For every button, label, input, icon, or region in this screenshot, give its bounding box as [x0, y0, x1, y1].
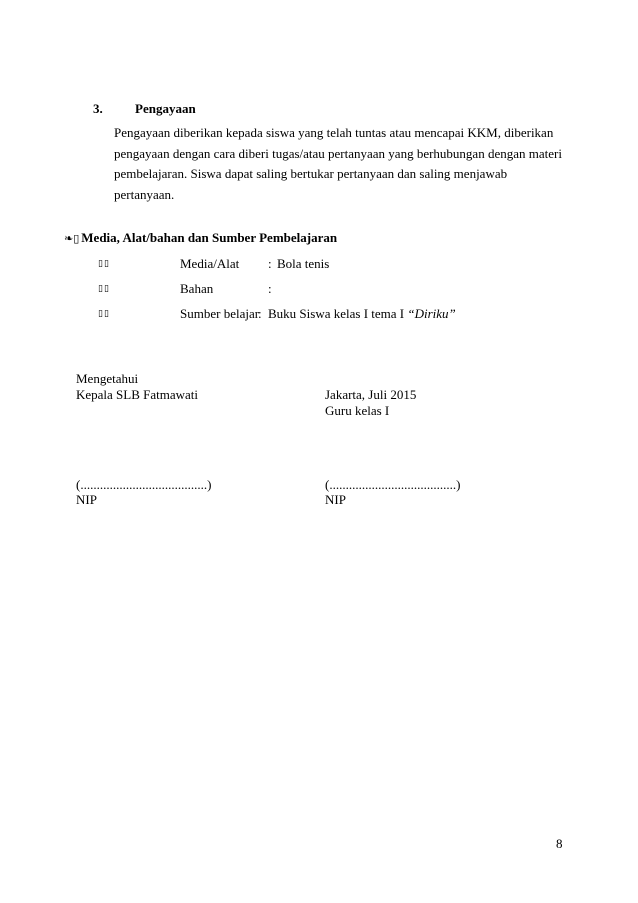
media-item-sep: :	[268, 281, 272, 296]
section-title: Pengayaan	[135, 101, 196, 116]
paragraph-line: pengayaan dengan cara diberi tugas/atau pertanyaan yang berhubungan dengan materi	[114, 145, 562, 161]
media-item-value: Bola tenis	[277, 256, 330, 271]
media-heading	[64, 230, 337, 246]
signature-right-line2: Guru kelas I	[325, 403, 390, 418]
paragraph-line: pembelajaran. Siswa dapat saling bertukar pertanyaan dan saling menjawab	[114, 166, 508, 181]
section-number: 3.	[93, 101, 103, 116]
signature-left-nip: NIP	[76, 492, 97, 507]
signature-left-blank: (.......................................)	[76, 477, 212, 492]
media-item-title-italic: “Diriku”	[407, 306, 456, 321]
signature-right-blank: (.......................................)	[325, 477, 461, 492]
media-item-sep: :	[258, 306, 262, 321]
list-bullet-icon: ▯▯	[98, 284, 110, 294]
media-item-label: Bahan	[180, 281, 214, 296]
media-item-label: Media/Alat	[180, 256, 240, 271]
section-paragraph	[114, 123, 584, 205]
signature-left-line2: Kepala SLB Fatmawati	[76, 387, 199, 402]
page-number: 8	[556, 836, 563, 851]
media-title: Media, Alat/bahan dan Sumber Pembelajaran	[81, 230, 338, 245]
list-bullet-icon: ▯▯	[98, 309, 110, 319]
media-item-value	[268, 306, 456, 322]
signature-right-nip: NIP	[325, 492, 346, 507]
media-item-sep: :	[268, 256, 272, 271]
paragraph-line: Pengayaan diberikan kepada siswa yang telah tuntas atau mencapai KKM, diberikan	[114, 125, 554, 140]
paragraph-line: pertanyaan.	[114, 186, 175, 202]
signature-left-line1: Mengetahui	[76, 371, 139, 386]
media-item-value-text: Buku Siswa kelas I tema I	[268, 306, 405, 321]
signature-right-line1: Jakarta, Juli 2015	[325, 387, 417, 402]
list-bullet-icon: ▯▯	[98, 259, 110, 269]
media-item-label: Sumber belajar	[180, 306, 260, 321]
bullet-marker-icon: ❧▯	[64, 231, 80, 245]
